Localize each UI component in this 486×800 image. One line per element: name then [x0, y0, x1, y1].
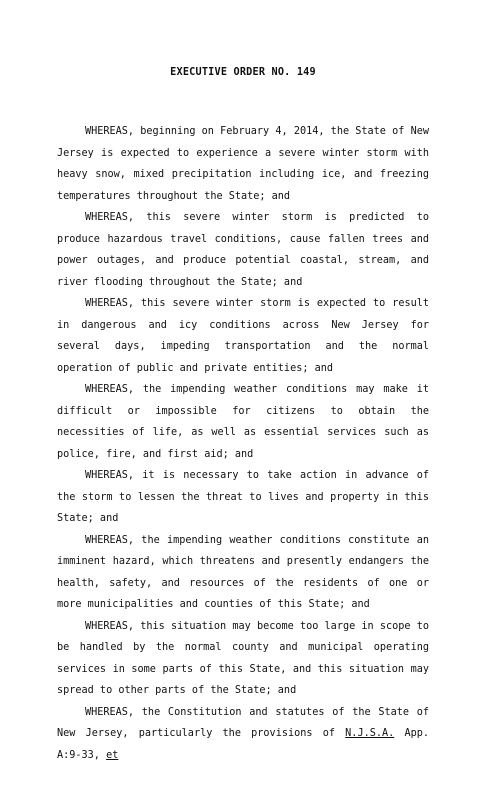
- paragraph-5: WHEREAS, it is necessary to take action in advance of the storm to lessen the threat to lives and property in this State; and: [57, 470, 429, 524]
- paragraph-4: WHEREAS, the impending weather conditions may make it difficult or impossible for citizens to obtain the necessities of life, as well as essential services such as police, fire, and first aid; and: [57, 384, 429, 460]
- paragraph-2: WHEREAS, this severe winter storm is predicted to produce hazardous travel conditions, cause fallen trees and power outages, and produce potential coastal, stream, and river flooding throughout the State; and: [57, 212, 429, 288]
- paragraph-3: WHEREAS, this severe winter storm is expected to result in dangerous and icy conditions across New Jersey for several days, impeding transportation and the normal operation of public and private entities; and: [57, 298, 429, 374]
- paragraph-8-text: WHEREAS, the Constitution and statutes of the State of New Jersey, particularly the provisions of: [57, 706, 429, 739]
- document-body: [57, 121, 429, 766]
- paragraph-7: WHEREAS, this situation may become too large in scope to be handled by the normal county and municipal operating services in some parts of this State, and this situation may spread to other parts of the State; and: [57, 620, 429, 696]
- citation-et: et: [106, 749, 119, 761]
- paragraph-6: WHEREAS, the impending weather conditions constitute an imminent hazard, which threatens and presently endangers the health, safety, and resources of the residents of one or more municipalities and counties of this State; and: [57, 534, 429, 610]
- paragraph-8-middle: App. A:9-33,: [57, 728, 429, 761]
- citation-njsa: N.J.S.A.: [345, 728, 395, 739]
- document-title: EXECUTIVE ORDER NO. 149: [170, 67, 316, 78]
- paragraph-8: [57, 702, 429, 767]
- paragraph-1: WHEREAS, beginning on February 4, 2014, the State of New Jersey is expected to experience a severe winter storm with heavy snow, mixed precipitation including ice, and freezing temperatures throughout the State; and: [57, 126, 429, 202]
